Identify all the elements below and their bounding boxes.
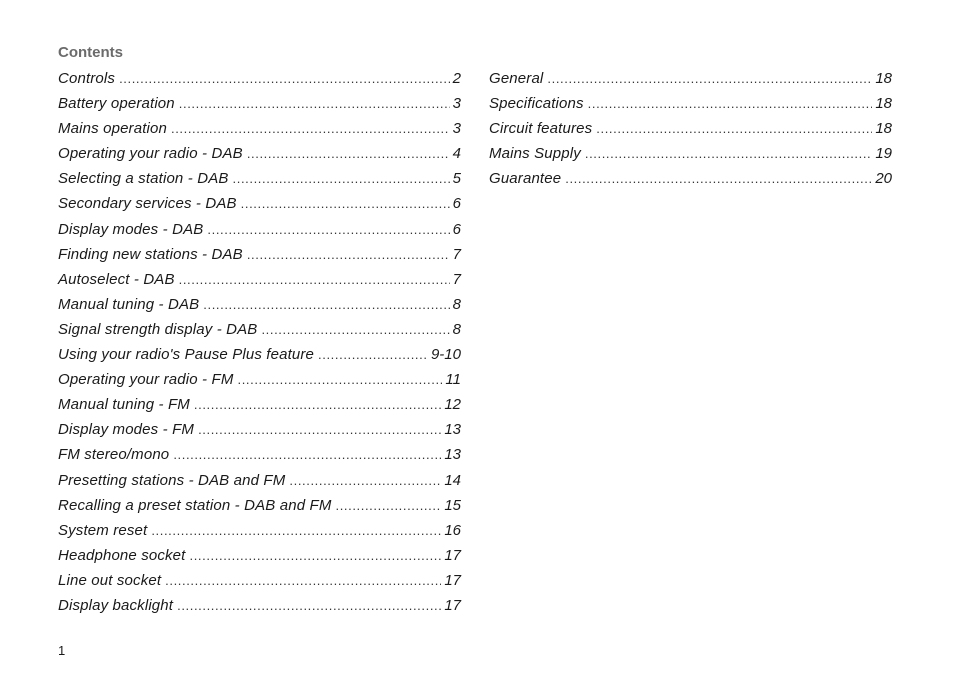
toc-entry-page: 7 bbox=[452, 270, 461, 288]
toc-entry-title: Using your radio's Pause Plus feature bbox=[58, 346, 315, 364]
toc-entry-page: 15 bbox=[444, 496, 461, 514]
toc-entry[interactable] bbox=[58, 346, 461, 371]
toc-entry-title: Display modes - DAB bbox=[58, 220, 204, 238]
toc-entry-page: 3 bbox=[452, 95, 461, 113]
toc-entry-page: 9-10 bbox=[430, 346, 461, 364]
toc-entry-page: 4 bbox=[452, 145, 461, 163]
toc-entry[interactable] bbox=[58, 421, 461, 446]
toc-entry-title: Line out socket bbox=[58, 571, 162, 589]
toc-entry[interactable] bbox=[58, 170, 461, 195]
toc-leader-dots bbox=[165, 573, 441, 588]
toc-leader-dots bbox=[173, 447, 441, 462]
toc-entry-title: Circuit features bbox=[489, 120, 593, 138]
toc-entry-page: 2 bbox=[452, 70, 461, 87]
toc-entry[interactable] bbox=[489, 170, 892, 195]
toc-entry[interactable] bbox=[58, 195, 461, 220]
toc-leader-dots bbox=[194, 397, 441, 412]
toc-leader-dots bbox=[565, 171, 872, 186]
toc-leader-dots bbox=[588, 96, 873, 111]
toc-leader-dots bbox=[247, 247, 450, 262]
toc-entry-page: 5 bbox=[452, 170, 461, 188]
toc-entry-page: 12 bbox=[444, 396, 461, 414]
toc-leader-dots bbox=[289, 473, 441, 488]
toc-leader-dots bbox=[241, 196, 450, 211]
toc-entry[interactable] bbox=[58, 70, 461, 95]
toc-entry-page: 7 bbox=[452, 245, 461, 263]
toc-entry[interactable] bbox=[58, 597, 461, 622]
toc-entry-title: Battery operation bbox=[58, 95, 175, 113]
toc-entry-page: 8 bbox=[452, 320, 461, 338]
contents-heading: Contents bbox=[58, 44, 123, 61]
toc-leader-dots bbox=[179, 96, 450, 111]
toc-entry[interactable] bbox=[58, 497, 461, 522]
toc-leader-dots bbox=[585, 146, 872, 161]
toc-entry-title: Operating your radio - DAB bbox=[58, 145, 243, 163]
toc-entry-title: Finding new stations - DAB bbox=[58, 245, 243, 263]
toc-entry-page: 14 bbox=[444, 471, 461, 489]
toc-leader-dots bbox=[177, 598, 441, 613]
toc-entry[interactable] bbox=[489, 120, 892, 145]
toc-leader-dots bbox=[261, 322, 449, 337]
toc-entry-title: Manual tuning - FM bbox=[58, 396, 190, 414]
page-number: 1 bbox=[58, 643, 66, 658]
toc-entry[interactable] bbox=[58, 396, 461, 421]
toc-entry[interactable] bbox=[58, 472, 461, 497]
toc-entry[interactable] bbox=[58, 221, 461, 246]
toc-entry-page: 13 bbox=[444, 421, 461, 439]
toc-entry-title: Guarantee bbox=[489, 170, 562, 188]
toc-entry-title: Secondary services - DAB bbox=[58, 195, 237, 213]
toc-entry-title: Autoselect - DAB bbox=[58, 270, 175, 288]
toc-entry-page: 20 bbox=[875, 170, 892, 188]
toc-entry-page: 18 bbox=[875, 95, 892, 113]
toc-entry[interactable] bbox=[58, 296, 461, 321]
toc-entry[interactable] bbox=[489, 95, 892, 120]
toc-entry-page: 17 bbox=[444, 546, 461, 564]
toc-entry-page: 18 bbox=[875, 120, 892, 138]
toc-entry[interactable] bbox=[489, 70, 892, 95]
toc-leader-dots bbox=[179, 272, 450, 287]
toc-leader-dots bbox=[318, 347, 428, 362]
toc-entry[interactable] bbox=[58, 120, 461, 145]
toc-leader-dots bbox=[171, 121, 450, 136]
toc-leader-dots bbox=[207, 222, 449, 237]
toc-entry[interactable] bbox=[58, 246, 461, 271]
toc-entry-page: 3 bbox=[452, 120, 461, 138]
toc-entry-title: Mains Supply bbox=[489, 145, 581, 163]
toc-entry-title: Display backlight bbox=[58, 596, 174, 614]
toc-leader-dots bbox=[203, 297, 449, 312]
toc-entry-page: 17 bbox=[444, 596, 461, 614]
toc-right-column bbox=[489, 70, 892, 195]
toc-left-column bbox=[58, 70, 461, 622]
toc-entry[interactable] bbox=[58, 522, 461, 547]
toc-entry-page: 13 bbox=[444, 446, 461, 464]
toc-entry-page: 17 bbox=[444, 571, 461, 589]
toc-leader-dots bbox=[190, 548, 442, 563]
toc-entry-title: Recalling a preset station - DAB and FM bbox=[58, 496, 332, 514]
toc-entry-title: Selecting a station - DAB bbox=[58, 170, 229, 188]
toc-entry-page: 18 bbox=[875, 70, 892, 87]
toc-entry[interactable] bbox=[58, 321, 461, 346]
toc-leader-dots bbox=[233, 171, 450, 186]
toc-entry-page: 8 bbox=[452, 295, 461, 313]
toc-entry-title: FM stereo/mono bbox=[58, 446, 170, 464]
toc-entry-title: System reset bbox=[58, 521, 148, 539]
toc-entry-title: Manual tuning - DAB bbox=[58, 295, 200, 313]
toc-entry-title: Operating your radio - FM bbox=[58, 371, 234, 389]
toc-entry[interactable] bbox=[58, 446, 461, 471]
toc-entry-page: 16 bbox=[444, 521, 461, 539]
toc-leader-dots bbox=[247, 146, 450, 161]
toc-leader-dots bbox=[119, 71, 450, 86]
toc-entry[interactable] bbox=[58, 145, 461, 170]
toc-entry[interactable] bbox=[58, 572, 461, 597]
toc-leader-dots bbox=[151, 523, 441, 538]
toc-entry-page: 6 bbox=[452, 195, 461, 213]
toc-leader-dots bbox=[198, 422, 441, 437]
toc-entry-title: Mains operation bbox=[58, 120, 167, 138]
toc-entry[interactable] bbox=[58, 547, 461, 572]
toc-entry-title: Signal strength display - DAB bbox=[58, 320, 258, 338]
toc-entry-title: General bbox=[489, 70, 544, 87]
toc-entry[interactable] bbox=[58, 371, 461, 396]
toc-leader-dots bbox=[547, 71, 872, 86]
toc-entry-page: 19 bbox=[875, 145, 892, 163]
toc-leader-dots bbox=[237, 372, 442, 387]
toc-entry[interactable] bbox=[489, 145, 892, 170]
toc-entry-title: Specifications bbox=[489, 95, 584, 113]
toc-entry-title: Display modes - FM bbox=[58, 421, 195, 439]
toc-entry-page: 11 bbox=[445, 371, 461, 389]
toc-entry-page: 6 bbox=[452, 220, 461, 238]
toc-entry[interactable] bbox=[58, 271, 461, 296]
toc-leader-dots bbox=[596, 121, 872, 136]
toc-leader-dots bbox=[335, 498, 441, 513]
toc-entry-title: Controls bbox=[58, 70, 116, 87]
toc-entry-title: Headphone socket bbox=[58, 546, 186, 564]
toc-entry[interactable] bbox=[58, 95, 461, 120]
toc-entry-title: Presetting stations - DAB and FM bbox=[58, 471, 286, 489]
